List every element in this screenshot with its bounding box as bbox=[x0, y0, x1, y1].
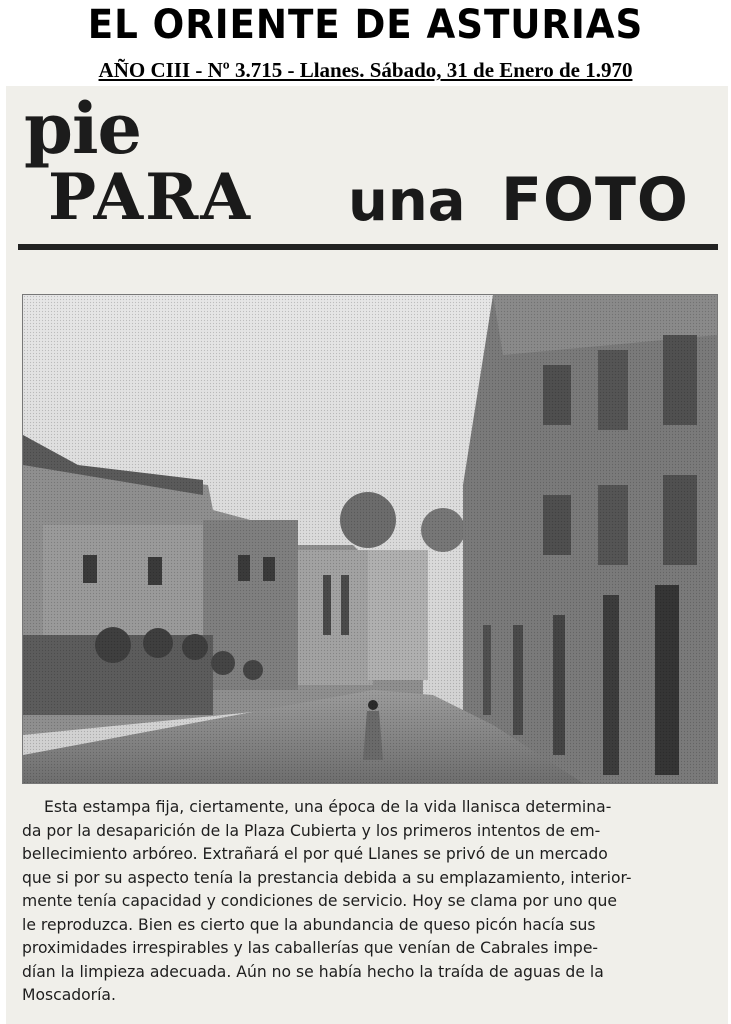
headline-para: PARA bbox=[48, 160, 252, 235]
caption-line: proximidades irrespirables y las caballerías que venían de Cabrales impe- bbox=[22, 939, 599, 957]
caption-line: Moscadoría. bbox=[22, 986, 116, 1004]
caption-line: dían la limpieza adecuada. Aún no se había hecho la traída de aguas de la bbox=[22, 962, 604, 981]
street-photograph bbox=[22, 294, 718, 784]
headline-rule bbox=[18, 244, 718, 250]
caption-line: da por la desaparición de la Plaza Cubierta y los primeros intentos de em- bbox=[22, 821, 601, 840]
headline-foto: FOTO bbox=[501, 165, 689, 235]
issue-date-line: AÑO CIII - Nº 3.715 - Llanes. Sábado, 31 de Enero de 1.970 bbox=[98, 58, 633, 82]
street-photo-drawing bbox=[23, 295, 717, 783]
caption-line: le reproduzca. Bien es cierto que la abundancia de queso picón hacía sus bbox=[22, 915, 596, 934]
caption-line: Esta estampa fija, ciertamente, una época de la vida llanisca determina- bbox=[44, 798, 612, 816]
caption-line: bellecimiento arbóreo. Extrañará el por qué Llanes se privó de un mercado bbox=[22, 845, 608, 863]
newspaper-clipping bbox=[6, 86, 728, 1024]
caption-line: mente tenía capacidad y condiciones de servicio. Hoy se clama por uno que bbox=[22, 892, 617, 910]
masthead bbox=[0, 0, 731, 86]
headline-pie: pie bbox=[24, 87, 142, 170]
caption-line: que si por su aspecto tenía la prestancia debida a su emplazamiento, interior- bbox=[22, 868, 632, 887]
headline-una: una bbox=[348, 169, 466, 234]
photo-caption bbox=[22, 796, 722, 1008]
newspaper-title: EL ORIENTE DE ASTURIAS bbox=[87, 2, 644, 48]
